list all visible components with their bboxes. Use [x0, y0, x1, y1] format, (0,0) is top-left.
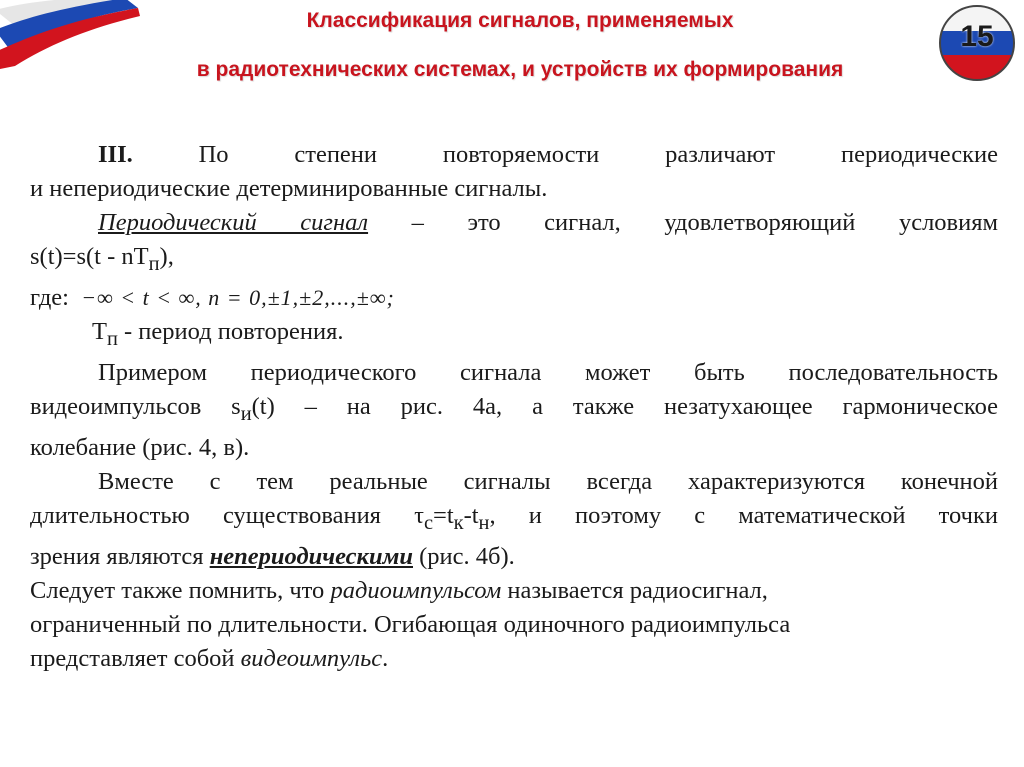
- paragraph-4-line-1: Примером периодического сигнала может быть последовательность: [98, 358, 998, 386]
- paragraph-1-line-2: и непериодические детерминированные сигналы.: [30, 175, 548, 202]
- paragraph-5-line-1: Вместе с тем реальные сигналы всегда характеризуются конечной: [98, 467, 998, 495]
- paragraph-1-line-1: III. По степени повторяемости различают периодические: [98, 141, 998, 168]
- periodicity-formula: $s(t)=s(t - nT_п)$,: [30, 243, 174, 275]
- formula-conditions: где: −∞ < t < ∞, n = 0,±1,±2,...,±∞;: [30, 283, 395, 311]
- term-video-pulse: видеоимпульс: [240, 644, 383, 672]
- slide-number-badge: [938, 4, 1016, 82]
- paragraph-6-line-1: Следует также помнить, что радиоимпульсом называется радиосигнал,: [30, 576, 768, 604]
- paragraph-4-line-2: видеоимпульсов $s_и(t)$ – на рис. 4а, а также незатухающее гармоническое: [30, 392, 999, 425]
- paragraph-4-line-3: колебание (рис. 4, в).: [30, 433, 250, 461]
- slide-title-line-1: Классификация сигналов, применяемых: [306, 9, 734, 32]
- slide-number: 15: [960, 20, 994, 53]
- paragraph-5-line-2: длительностью существования $\tau_с=t_к-t_н$, и поэтому с математической точки: [30, 501, 998, 534]
- russian-flag-ribbon-icon: [0, 0, 140, 70]
- term-radio-pulse: радиоимпульсом: [330, 576, 502, 604]
- paragraph-6-line-3: представляет собой видеоимпульс.: [30, 644, 389, 672]
- paragraph-6-line-2: ограниченный по длительности. Огибающая одиночного радиоимпульса: [30, 610, 791, 638]
- paragraph-5-line-3: зрения являются непериодическими (рис. 4б).: [30, 542, 515, 570]
- period-definition: $T_п$ - период повторения.: [92, 317, 344, 350]
- term-nonperiodic: непериодическими: [209, 542, 413, 570]
- slide-title-line-2: в радиотехнических системах, и устройств их формирования: [196, 58, 844, 81]
- term-periodic-signal: Периодический сигнал: [98, 209, 369, 236]
- slide-body: [30, 138, 998, 676]
- paragraph-2-line-1: Периодический сигнал – это сигнал, удовлетворяющий условиям: [98, 209, 999, 236]
